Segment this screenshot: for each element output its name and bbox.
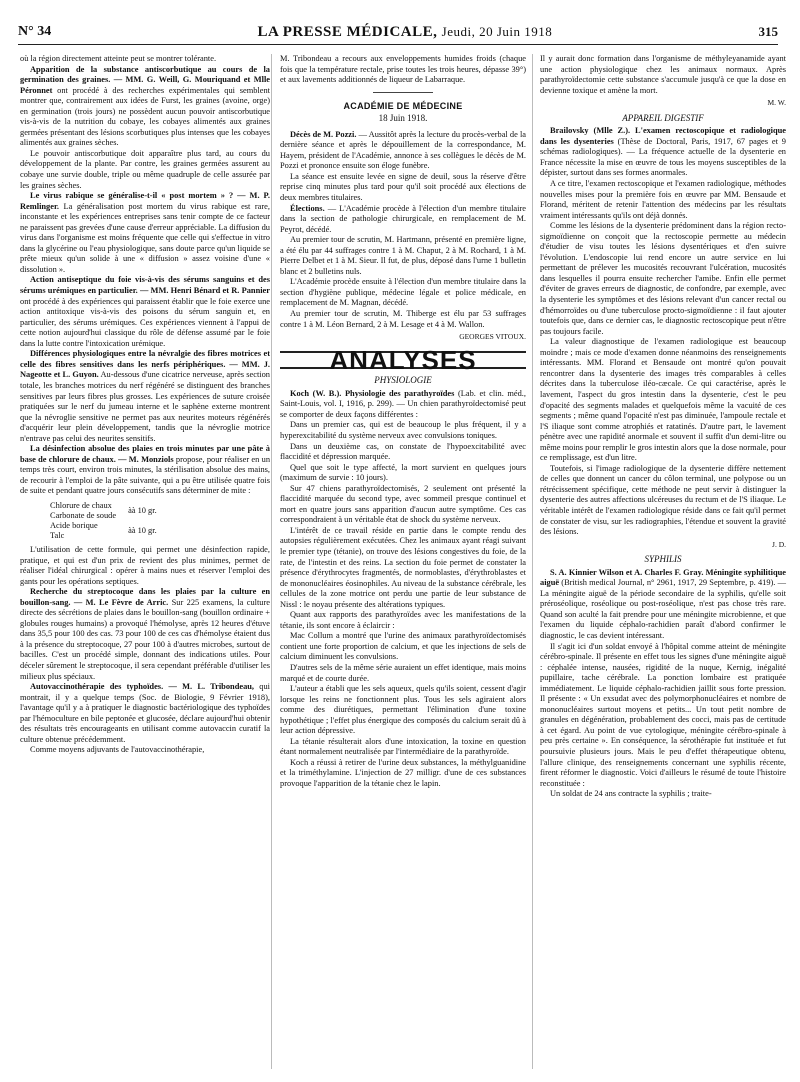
article <box>20 275 270 349</box>
signature: GEORGES VITOUX. <box>459 332 526 342</box>
paragraph: La tétanie résulterait alors d'une intoxication, la toxine en question étant normalement neutralisée par l'intermédiaire de la parathyroïde. <box>280 736 526 757</box>
section-heading: ACADÉMIE DE MÉDECINE <box>343 100 463 111</box>
article <box>540 568 786 642</box>
column-2 <box>280 54 526 790</box>
journal-name: LA PRESSE MÉDICALE, <box>257 23 438 40</box>
paragraph: Quel que soit le type affecté, la mort survient en quelques jours (maximum de survie : 10 jours). <box>280 462 526 483</box>
article-title: La désinfection absolue des plaies en trois minutes par une pâte à base de chlorure de chaux. — M. Monziols <box>20 444 270 464</box>
ingredient: Acide borique <box>50 520 98 530</box>
article-title: Le virus rabique se généralise-t-il « post mortem » ? — M. P. Remlinger. <box>20 191 270 211</box>
column-divider <box>532 54 533 1069</box>
paragraph: Comme moyens adjuvants de l'autovaccinothérapie, <box>30 745 205 755</box>
paragraph: Il s'agit ici d'un soldat envoyé à l'hôpital comme atteint de méningite cérébro-spinale. Il présente en effet tous les signes d'une méningite aiguë : céphalée intense, nausées, rigidité de la nuque, Kernig, inégalité pupillaire, tache cérébrale. La ponction lombaire est pratiquée immédiatement. Le liquide céphalo-rachidien jaillit sous forte pression. Il présente : « Un exsudat avec des polymorphonucléaires et nombre de mononucléaires surtout moyens et petits... Un tout petit nombre de granules en dégénération, probablement des cocci, mais pas de certitude à cet égard. Au point de vue cytologique, méningite cérébro-spinale à peu près certaine ». En conséquence, la sérothérapie fut instituée et fut poursuivie plusieurs jours. Mais le peu d'effet thérapeutique obtenu, l'allure clinique, des renseignements concernant une syphilis récente, firent réformer le diagnostic. Voici d'ailleurs le résumé de toute l'histoire reconstituée : <box>540 641 786 788</box>
article <box>20 682 270 745</box>
quantity: àà 10 gr. <box>128 505 157 515</box>
paragraph: Mac Collum a montré que l'urine des animaux parathyroïdectomisés contient une forte proportion de calcium, et que les injections de sels de calcium diminuent les convulsions. <box>280 631 526 662</box>
article <box>540 126 786 179</box>
article <box>20 349 270 444</box>
paragraph: Au premier tour de scrutin, M. Thiberge est élu par 53 suffrages contre 1 à M. Léon Bernard, 2 à M. Lesage et 4 à M. Wallon. <box>280 309 526 329</box>
paragraph: L'utilisation de cette formule, qui permet une désinfection rapide, pratique, et qui est d'un prix de revient des plus minimes, permet de réaliser l'idéal chirurgical : opérer à mains nues et réserver l'emploi des gants pour les opérations septiques. <box>20 544 270 586</box>
paragraph: M. Tribondeau a recours aux enveloppements humides froids (chaque fois que la température rectale, prise toutes les trois heures, dépasse 39°) et aux lavements additionnés de liqueur de Labarraque. <box>280 54 526 85</box>
paragraph: Comme les lésions de la dysenterie prédominent dans la région recto-sigmoïdienne on conçoit que la rectoscopie permette au médecin d'étudier de visu toutes les lésions dysentériques et d'en suivre l'évolution. L'endoscopie lui rend encore un autre service en lui permettant de prélever les mucosités recouvrant l'ulcération, mucosités dans lesquelles il pourra ensuite rechercher l'amibe. Enfin elle permet d'éviter de graves erreurs de diagnostic, de confondre, par exemple, avec la dysenterie les symptômes et des lésions relevant d'un cancer rectal ou d'hémorroïdes ou d'une tuberculose procto-sigmoïdienne : il faut ajouter toutefois que, dans ce dernier cas, le diagnostic rectoscopique peut n'être pas toujours facile. <box>540 221 786 336</box>
paragraph: Le pouvoir antiscorbutique doit apparaître plus tard, au cours du développement de la plante. Par contre, les graines germées assurent au cobaye une survie double, triple ou même quadruple de celle assurée par les graines sèches. <box>20 148 270 190</box>
paragraph: L'Académie procède ensuite à l'élection d'un membre titulaire dans la section d'hygiène publique, médecine légale et police médicale, en remplacement de M. Magnan, décédé. <box>280 277 526 308</box>
article-title: S. A. Kinnier Wilson et A. Charles F. Gray. Méningite syphilitique aiguë <box>540 567 786 588</box>
formula <box>50 501 270 541</box>
article-title: Brailovsky (Mlle Z.). L'examen rectoscopique et radiologique dans les dysenteries <box>540 126 786 146</box>
paragraph: L'auteur a établi que les sels aqueux, quels qu'ils soient, cessent d'agir lorsque les reins ne fonctionnent plus. Tous les sels agiraient alors comme des diurétiques, permettant l'élimination d'une toxine hypothétique ; l'effet plus énergique des composés du calcium serait dû à leur action dépressive. <box>280 684 526 736</box>
issue-number: N° 34 <box>18 24 52 39</box>
header-rule <box>18 44 778 45</box>
paragraph: Dans un premier cas, qui est de beaucoup le plus fréquent, il y a hyperexcitabilité du système nerveux avec convulsions toniques. <box>280 420 526 440</box>
page-header <box>18 22 778 42</box>
separator <box>373 92 433 93</box>
article <box>280 130 526 172</box>
article <box>20 444 270 497</box>
article-title: Apparition de la substance antiscorbutique au cours de la germination des graines. — MM. G. Weill, G. Mouriquand et Mlle Péronnet <box>20 64 270 95</box>
article-body: La généralisation post mortem du virus rabique est rare, inconstante et les expériences entreprises sans tenir compte de ce facteur ne paraissent pas grevées d'une cause d'erreur appréciable. La diffusion du virus dans l'organisme est moins fréquente que celle qui s'effectue in vitro dans la glycérine ou l'eau physiologique, sans doute parce qu'un liquide se prête mieux qu'un solide à une « diffusion » assez voisine d'une « dissolution ». <box>20 201 270 274</box>
article-title: Décès de M. Pozzi. <box>290 129 357 139</box>
column-3 <box>540 54 786 800</box>
paragraph: La valeur diagnostique de l'examen radiologique est beaucoup moindre ; mais ce mode d'examen donne néanmoins des renseignements intéressants. MM. Florand et Bensaude ont montré qu'on pouvait rencontrer dans la dysenterie des images très comparables à celles décrites dans la tuberculose iléo-cæcale. Ce qui caractérise, après le lavement, l'aspect du gros intestin dans la dysenterie, c'est le peu d'opacité des segments malades et quelquefois même la vacuité de ces segments ; même quand l'opacité n'est pas diminuée, l'ampoule rectale et l'S iliaque sont comme atrophiés et ratatinés. D'autre part, le lavement pénètre avec une rapidité anormale et souvent il suffit d'un demi-litre ou même moins pour remplir le gros intestin alors que la dose normale, pour ce remplissage, est d'un litre. <box>540 337 786 463</box>
session-date: 18 Juin 1918. <box>378 113 428 124</box>
article-body: (Thèse de Doctoral, Paris, 1917, 67 pages et 9 schémas radiologiques). — La fréquence actuelle de la dysenterie en France nécessite la mise en œuvre de tous les moyens susceptibles de la dépister, surtout dans ses formes anormales. <box>540 136 786 178</box>
paragraph: Koch a réussi à retirer de l'urine deux substances, la méthylguanidine et la triméthylamine. L'injection de 27 milligr. d'une de ces substances provoque l'apparition de la tétanie chez le lapin. <box>280 757 526 788</box>
formula-ingredients <box>50 501 116 541</box>
column-divider <box>271 54 272 1069</box>
article <box>280 204 526 236</box>
article-title: Action antiseptique du foie vis-à-vis des sérums sanguins et des sérums urémiques en particulier. — MM. Henri Bénard et R. Pannier <box>20 275 270 296</box>
article-body: ont procédé à des recherches expérimentales qui semblent montrer que, contrairement aux idées de Furst, les graines (avoine, orge) en germination (trois jours) ne possèdent aucun pouvoir antiscorbutique vis-à-vis de la nutrition du cobaye, les cobayes alimentés aux graines germées présentant des lésions scorbutiques plus intenses que les cobayes alimentés aux graines sèches. <box>20 85 270 148</box>
issue-date: Jeudi, 20 Juin 1918 <box>441 23 553 39</box>
paragraph: Il y aurait donc formation dans l'organisme de méthyleyanamide ayant une action physiologique chez les animaux normaux. Après parathyroïdectomie cette substance s'accumule jusqu'à ce que la dose en devienne toxique et amène la mort. <box>540 54 786 95</box>
page-number: 315 <box>758 24 778 39</box>
formula-quantities <box>128 501 157 541</box>
paragraph: Dans un deuxième cas, on constate de l'hypoexcitabilité avec flaccidité et dépression marquée. <box>280 441 526 462</box>
paragraph: Quant aux rapports des parathyroïdes avec les manifestations de la tétanie, ils sont encore à éclaircir : <box>280 610 526 630</box>
article <box>20 587 270 682</box>
ingredient: Chlorure de chaux <box>50 500 112 510</box>
article-title: Différences physiologiques entre la névralgie des fibres motrices et celle des fibres sensitives dans les nerfs périphériques. — MM. J. Nageotte et L. Guyon. <box>20 349 270 380</box>
article-body: ont procédé à des expériences qui paraissent établir que le foie exerce une action antitoxique vis-à-vis des poisons du sérum sanguin et, en particulier, des sérums urémiques. Ces expériences viennent à l'appui de cette notion aujourd'hui classique du rôle de défense assumé par le foie dans la lutte contre l'intoxication urémique. <box>20 296 270 348</box>
paragraph: Un soldat de 24 ans contracte la syphilis ; traite- <box>550 789 712 799</box>
journal-title <box>257 24 552 41</box>
article <box>20 65 270 149</box>
paragraph: Sur 47 chiens parathyroïdectomisés, 2 seulement ont présenté la flaccidité marquée du second type, avec sommeil presque continuel et mort en quatre jours sans apparition d'aucun autre symptôme. Ces cas correspondraient à un véritable état de shock du système nerveux. <box>280 483 526 525</box>
quantity: àà 10 gr. <box>128 525 157 535</box>
article-title: Élections. <box>290 203 325 213</box>
subsection-heading: SYPHILIS <box>644 554 682 565</box>
article-title: Koch (W. B.). Physiologie des parathyroïdes <box>290 388 455 398</box>
article-body: — Aussitôt après la lecture du procès-verbal de la dernière séance et après le dépouillement de la correspondance, M. Hayem, président de l'Académie, annonce à ses collègues le décès de M. Pozzi et prononce ensuite son éloge funèbre. <box>280 129 526 171</box>
article-body: Au-dessous d'une cicatrice nerveuse, après section totale, les branches motrices du nerf régénéré se distinguent des branches sensitives par leurs fibres plus grosses. Les expériences de suture croisée pratiquées sur le nerf du jumeau interne et le saphène externe montrent que la névroglie sensitive ne permet pas aux neurites moteurs régénérés d'acquérir leur plein développement, tandis que la névroglie motrice n'entrave pas celui des neurites sensitifs. <box>20 370 270 443</box>
article-title: Recherche du streptocoque dans les plaies par la culture en bouillon-sang. — M. Le Fèvre de Arric. <box>20 587 270 607</box>
paragraph: Au premier tour de scrutin, M. Hartmann, présenté en première ligne, a été élu par 44 suffrages contre 1 à M. Chaput, 2 à M. Rochard, 1 à M. Pierre Delbet et 1 à M. Sieur. Il fut, de plus, déposé dans l'urne 1 bulletin blanc et 2 bulletins nuls. <box>280 235 526 276</box>
paragraph: D'autres sels de la même série auraient un effet identique, mais moins marqué et de courte durée. <box>280 662 526 683</box>
analyses-heading: ANALYSES <box>280 351 526 370</box>
signature: M. W. <box>767 98 786 108</box>
article-title: Autovaccinothérapie des typhoïdes. — M. L. Tribondeau, <box>30 682 255 692</box>
paragraph: La séance est ensuite levée en signe de deuil, sous la réserve d'être reprise cinq minutes plus tard pour qu'il soit procédé aux élections de deux membres titulaires. <box>280 171 526 203</box>
ingredient: Carbonate de soude <box>50 510 117 520</box>
ingredient: Talc <box>50 530 65 540</box>
paragraph: où la région directement atteinte peut se montrer tolérante. <box>20 54 217 63</box>
article-body: (British medical Journal, n° 2961, 1917, 29 Septembre, p. 419). — La méningite aiguë de la période secondaire de la syphilis, qu'elle soit préroséolique, roséolique ou post-roséolique, n'est pas chose très rare. Quand son aculté la fait prendre pour une méningite microbienne, et que l'examen du liquide céphalo-rachidien paraît d'abord confirmer le diagnostic, le cas devient intéressant. <box>540 578 786 640</box>
paragraph: Toutefois, si l'image radiologique de la dysenterie diffère nettement de celles que donnent un cancer du côlon terminal, une polypose ou un rétrécissement spécifique, cette méthode ne peut servir à distinguer la dysenterie des autres affections ulcéreuses du rectum et de l'S iliaque. Le véritable intérêt de l'examen radiologique réside dans ce fait qu'il permet de constater de visu, sur les radiographies, l'étendue et souvent la gravité des lésions. <box>540 463 786 537</box>
article-body: qui montrait, il y a quelque temps (Soc. de Biologie, 9 Février 1918), l'avantage qu'il y a à pratiquer le diagnostic bactériologique des typhoïdes par l'hémoculture en bile peptonée et glucosée, déclare aujourd'hui obtenir des résultats très encourageants en utilisant comme autovaccin curatif la culture obtenue précédemment. <box>20 682 270 744</box>
signature: J. D. <box>772 539 786 549</box>
article-body: — L'Académie procède à l'élection d'un membre titulaire dans la section de pathologie chirurgicale, en remplacement de M. Peyrot, décédé. <box>280 203 526 234</box>
paragraph: A ce titre, l'examen rectoscopique et l'examen radiologique, méthodes nouvelles mises pour la première fois en œuvre par MM. Bensaude et Florand, méritent de retenir l'attention des médecins par les résultats vraiment intéressants qu'ils ont déjà donnés. <box>540 179 786 220</box>
article <box>280 389 526 421</box>
article <box>20 191 270 275</box>
article-body: propose, pour réaliser en un temps très court, environ trois minutes, la stérilisation absolue des mains, de recourir à l'emploi de la pâte suivante, qui a pu être utilisée quatre fois de suite et pendant quatre jours consécutifs sans déterminer de mite : <box>20 454 271 496</box>
article-body: Sur 225 examens, la culture directe des sécrétions de plaies dans le bouillon-sang (bouillon ordinaire + globules rouges humains) a provoqué l'hémolyse, après 12 heures d'étuve dans 35,5 pour 100 des cas. 73 pour 100 de ces cas d'hémolyse étaient dus à la présence du streptocoque, 27 pour 100 à d'autres microbes, surtout de bacilles. C'est un procédé simple, donnant des indications utiles. Pour déceler sûrement le streptocoque, il sera cependant préférable d'utiliser les milieux plus spéciaux. <box>20 597 270 681</box>
subsection-heading: APPAREIL DIGESTIF <box>622 112 704 123</box>
column-1 <box>20 54 270 756</box>
article-body: (Lab. et clin. méd., Saint-Louis, vol. I, 1916, p. 299). — Un chien parathyroïdectomisé peut se comporter de deux façons différentes : <box>280 388 526 419</box>
subsection-heading: PHYSIOLOGIE <box>374 375 432 386</box>
paragraph: L'intérêt de ce travail réside en partie dans le compte rendu des autopsies régulièrement exécutées. Chez les animaux ayant réagi suivant le premier type (tétanie), on trouve des lésions congestives du foie, de la rate, de l'intestin et des reins. La section du foie permet de constater la présence d'érythrocytes fragmentés, de normoblastes, d'érythroblastes et de mononucléaires éosinophiles. Au niveau de la substance cérébrale, les cellules de la zone motrice ont perdu une partie de leur substance de Nissl : le noyau présente des altérations typiques. <box>280 525 526 609</box>
